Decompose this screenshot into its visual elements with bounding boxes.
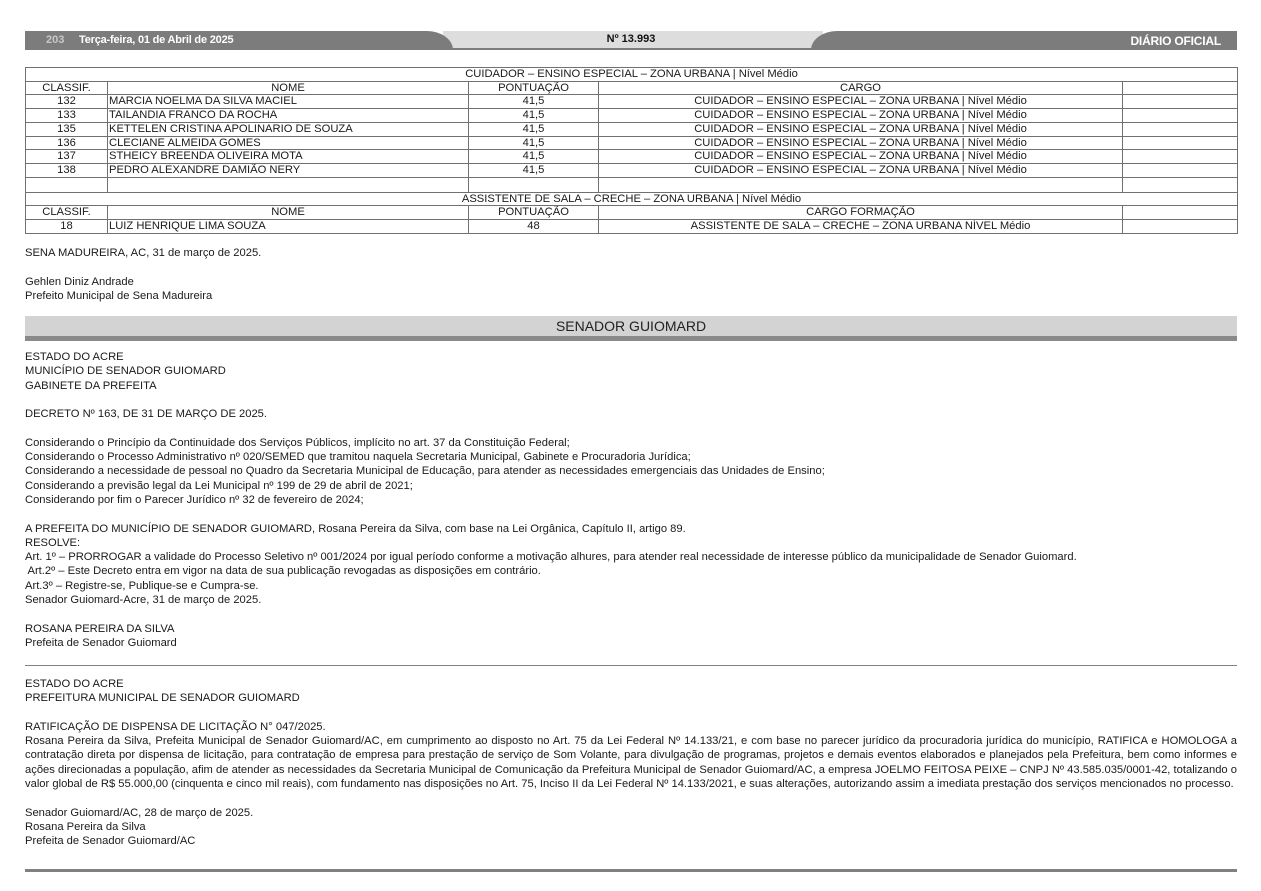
classification-table (25, 67, 1238, 234)
decree-title: DECRETO Nº 163, DE 31 DE MARÇO DE 2025. (25, 408, 268, 421)
page-header (25, 31, 1237, 50)
cell-classif: 137 (26, 150, 108, 164)
cell-score: 48 (469, 220, 599, 234)
table-row (26, 95, 1238, 109)
decree-consideration: Considerando o Princípio da Continuidade dos Serviços Públicos, implícito no art. 37 da Constituição Federal; (25, 436, 570, 449)
cell-score: 41,5 (469, 122, 599, 136)
decree-consideration: Considerando por fim o Parecer Jurídico nº 32 de fevereiro de 2024; (25, 493, 364, 506)
decree-place-date: Senador Guiomard-Acre, 31 de março de 2025. (25, 594, 262, 607)
cell-score: 41,5 (469, 95, 599, 109)
banner-rule (25, 336, 1237, 341)
table-row (26, 136, 1238, 150)
decree-article: Art. 1º – PRORROGAR a validade do Processo Seletivo nº 001/2024 por igual período conforme a motivação alhures, para atender real necessidade de interesse público da municipalidade de Senador Guiomard. (25, 551, 1077, 564)
table-row (26, 163, 1238, 177)
cell-empty (1123, 95, 1238, 109)
cell-position: CUIDADOR – ENSINO ESPECIAL – ZONA URBANA | Nível Médio (599, 122, 1123, 136)
cell-classif: 136 (26, 136, 108, 150)
cell-classif: 133 (26, 109, 108, 123)
decree-resolve: RESOLVE: (25, 536, 81, 549)
decree-signer-name: ROSANA PEREIRA DA SILVA (25, 622, 175, 635)
table-section-title: CUIDADOR – ENSINO ESPECIAL – ZONA URBANA | Nível Médio (26, 68, 1238, 82)
cell-score: 41,5 (469, 109, 599, 123)
decree-consideration: Considerando a previsão legal da Lei Municipal nº 199 de 29 de abril de 2021; (25, 479, 413, 492)
column-header: CARGO (599, 81, 1123, 95)
cell-name: CLECIANE ALMEIDA GOMES (108, 136, 469, 150)
cell-empty (26, 177, 108, 192)
ratification-signer-name: Rosana Pereira da Silva (25, 820, 146, 833)
ratification-header-line: PREFEITURA MUNICIPAL DE SENADOR GUIOMARD (25, 692, 300, 705)
section-divider (25, 665, 1237, 666)
signer-name: Gehlen Diniz Andrade (25, 275, 134, 288)
column-header: CLASSIF. (26, 206, 108, 220)
section-banner (25, 316, 1237, 342)
cell-empty (469, 177, 599, 192)
cell-position: ASSISTENTE DE SALA – CRECHE – ZONA URBANA NÍVEL Médio (599, 220, 1123, 234)
cell-position: CUIDADOR – ENSINO ESPECIAL – ZONA URBANA | Nível Médio (599, 95, 1123, 109)
signoff-sena-madureira (25, 246, 1237, 303)
table-blank-row (26, 177, 1238, 192)
cell-name: LUIZ HENRIQUE LIMA SOUZA (108, 220, 469, 234)
cell-score: 41,5 (469, 150, 599, 164)
table-section-title-row (26, 68, 1238, 82)
column-header: CARGO FORMAÇÃO (599, 206, 1123, 220)
decree-header-line: GABINETE DA PREFEITA (25, 379, 157, 392)
column-header: PONTUAÇÃO (469, 81, 599, 95)
decree-consideration: Considerando o Processo Administrativo nº 020/SEMED que tramitou naquela Secretaria Municipal, Gabinete e Procuradoria Jurídica; (25, 451, 691, 464)
gazette-title: DIÁRIO OFICIAL (1130, 34, 1221, 48)
cell-classif: 138 (26, 163, 108, 177)
table-row (26, 122, 1238, 136)
page-bottom-rule (25, 869, 1237, 872)
ratification-block (25, 677, 1237, 849)
cell-empty (599, 177, 1123, 192)
publication-date: Terça-feira, 01 de Abril de 2025 (79, 34, 234, 46)
cell-position: CUIDADOR – ENSINO ESPECIAL – ZONA URBANA | Nível Médio (599, 163, 1123, 177)
cell-name: MARCIA NOELMA DA SILVA MACIEL (108, 95, 469, 109)
place-date: SENA MADUREIRA, AC, 31 de março de 2025. (25, 247, 262, 259)
section-banner-title: SENADOR GUIOMARD (555, 318, 707, 334)
decree-consideration: Considerando a necessidade de pessoal no Quadro da Secretaria Municipal de Educação, para atender as necessidades emergenciais das Unidades de Ensino; (25, 465, 825, 478)
table-row (26, 109, 1238, 123)
table-row (26, 220, 1238, 234)
cell-name: KETTELEN CRISTINA APOLINARIO DE SOUZA (108, 122, 469, 136)
table-section-title: ASSISTENTE DE SALA – CRECHE – ZONA URBANA | Nível Médio (26, 192, 1238, 206)
table-header-row (26, 81, 1238, 95)
column-header (1123, 206, 1238, 220)
cell-position: CUIDADOR – ENSINO ESPECIAL – ZONA URBANA | Nível Médio (599, 109, 1123, 123)
column-header: CLASSIF. (26, 81, 108, 95)
ratification-title: RATIFICAÇÃO DE DISPENSA DE LICITAÇÃO N° 047/2025. (25, 720, 326, 733)
ratification-body: Rosana Pereira da Silva, Prefeita Municipal de Senador Guiomard/AC, em cumprimento ao disposto no Art. 75 da Lei Federal Nº 14.133/21, e com base no parecer jurídico da procuradoria jurídica do município, RATIFICA e HOMOLOGA a contratação direta por dispensa de licitação, para contratação de empresa para prestação de serviço de Som Volante, para divulgação de programas, projetos e demais eventos elaborados e planejados pela Prefeitura, bem como informes e ações direcionadas a população, afim de atender as necessidades da Secretaria Municipal de Comunicação da Prefeitura Municipal de Senador Guiomard/AC, a empresa JOELMO FEITOSA PEIXE – CNPJ Nº 43.585.035/0001-42, totalizando o valor global de R$ 55.000,00 (cinquenta e cinco mil reais), com fundamento nas disposições no Art. 75, Inciso II da Lei Federal Nº 14.133/2021, e suas alterações, autorizando assim a imediata prestação dos serviços mencionados no processo. (25, 735, 1237, 791)
decree-article: Art.2º – Este Decreto entra em vigor na data de sua publicação revogadas as disposições em contrário. (25, 565, 541, 578)
edition-number: Nº 13.993 (606, 33, 656, 45)
cell-empty (1123, 163, 1238, 177)
cell-empty (1123, 122, 1238, 136)
cell-empty (1123, 136, 1238, 150)
cell-position: CUIDADOR – ENSINO ESPECIAL – ZONA URBANA | Nível Médio (599, 136, 1123, 150)
table-header-row (26, 206, 1238, 220)
cell-empty (1123, 220, 1238, 234)
decree-preamble: A PREFEITA DO MUNICÍPIO DE SENADOR GUIOMARD, Rosana Pereira da Silva, com base na Lei Orgânica, Capítulo II, artigo 89. (25, 522, 686, 535)
column-header (1123, 81, 1238, 95)
table-section-title-row (26, 192, 1238, 206)
cell-position: CUIDADOR – ENSINO ESPECIAL – ZONA URBANA | Nível Médio (599, 150, 1123, 164)
decree-block (25, 350, 1237, 650)
decree-header-line: ESTADO DO ACRE (25, 351, 124, 363)
cell-name: STHEICY BREENDA OLIVEIRA MOTA (108, 150, 469, 164)
cell-score: 41,5 (469, 136, 599, 150)
page-number: 203 (46, 34, 65, 46)
header-rule (25, 48, 1237, 50)
cell-empty (1123, 109, 1238, 123)
cell-classif: 135 (26, 122, 108, 136)
column-header: NOME (108, 206, 469, 220)
decree-header-line: MUNICÍPIO DE SENADOR GUIOMARD (25, 365, 226, 378)
ratification-header-line: ESTADO DO ACRE (25, 678, 124, 690)
ratification-place-date: Senador Guiomard/AC, 28 de março de 2025. (25, 806, 254, 819)
column-header: PONTUAÇÃO (469, 206, 599, 220)
cell-name: PEDRO ALEXANDRE DAMIÃO NERY (108, 163, 469, 177)
cell-name: TAILANDIA FRANCO DA ROCHA (108, 109, 469, 123)
signer-role: Prefeito Municipal de Sena Madureira (25, 289, 213, 302)
cell-empty (108, 177, 469, 192)
cell-empty (1123, 177, 1238, 192)
decree-signer-role: Prefeita de Senador Guiomard (25, 636, 177, 649)
decree-article: Art.3º – Registre-se, Publique-se e Cumpra-se. (25, 579, 259, 592)
ratification-signer-role: Prefeita de Senador Guiomard/AC (25, 835, 196, 848)
cell-classif: 18 (26, 220, 108, 234)
table-row (26, 150, 1238, 164)
cell-empty (1123, 150, 1238, 164)
column-header: NOME (108, 81, 469, 95)
cell-classif: 132 (26, 95, 108, 109)
cell-score: 41,5 (469, 163, 599, 177)
